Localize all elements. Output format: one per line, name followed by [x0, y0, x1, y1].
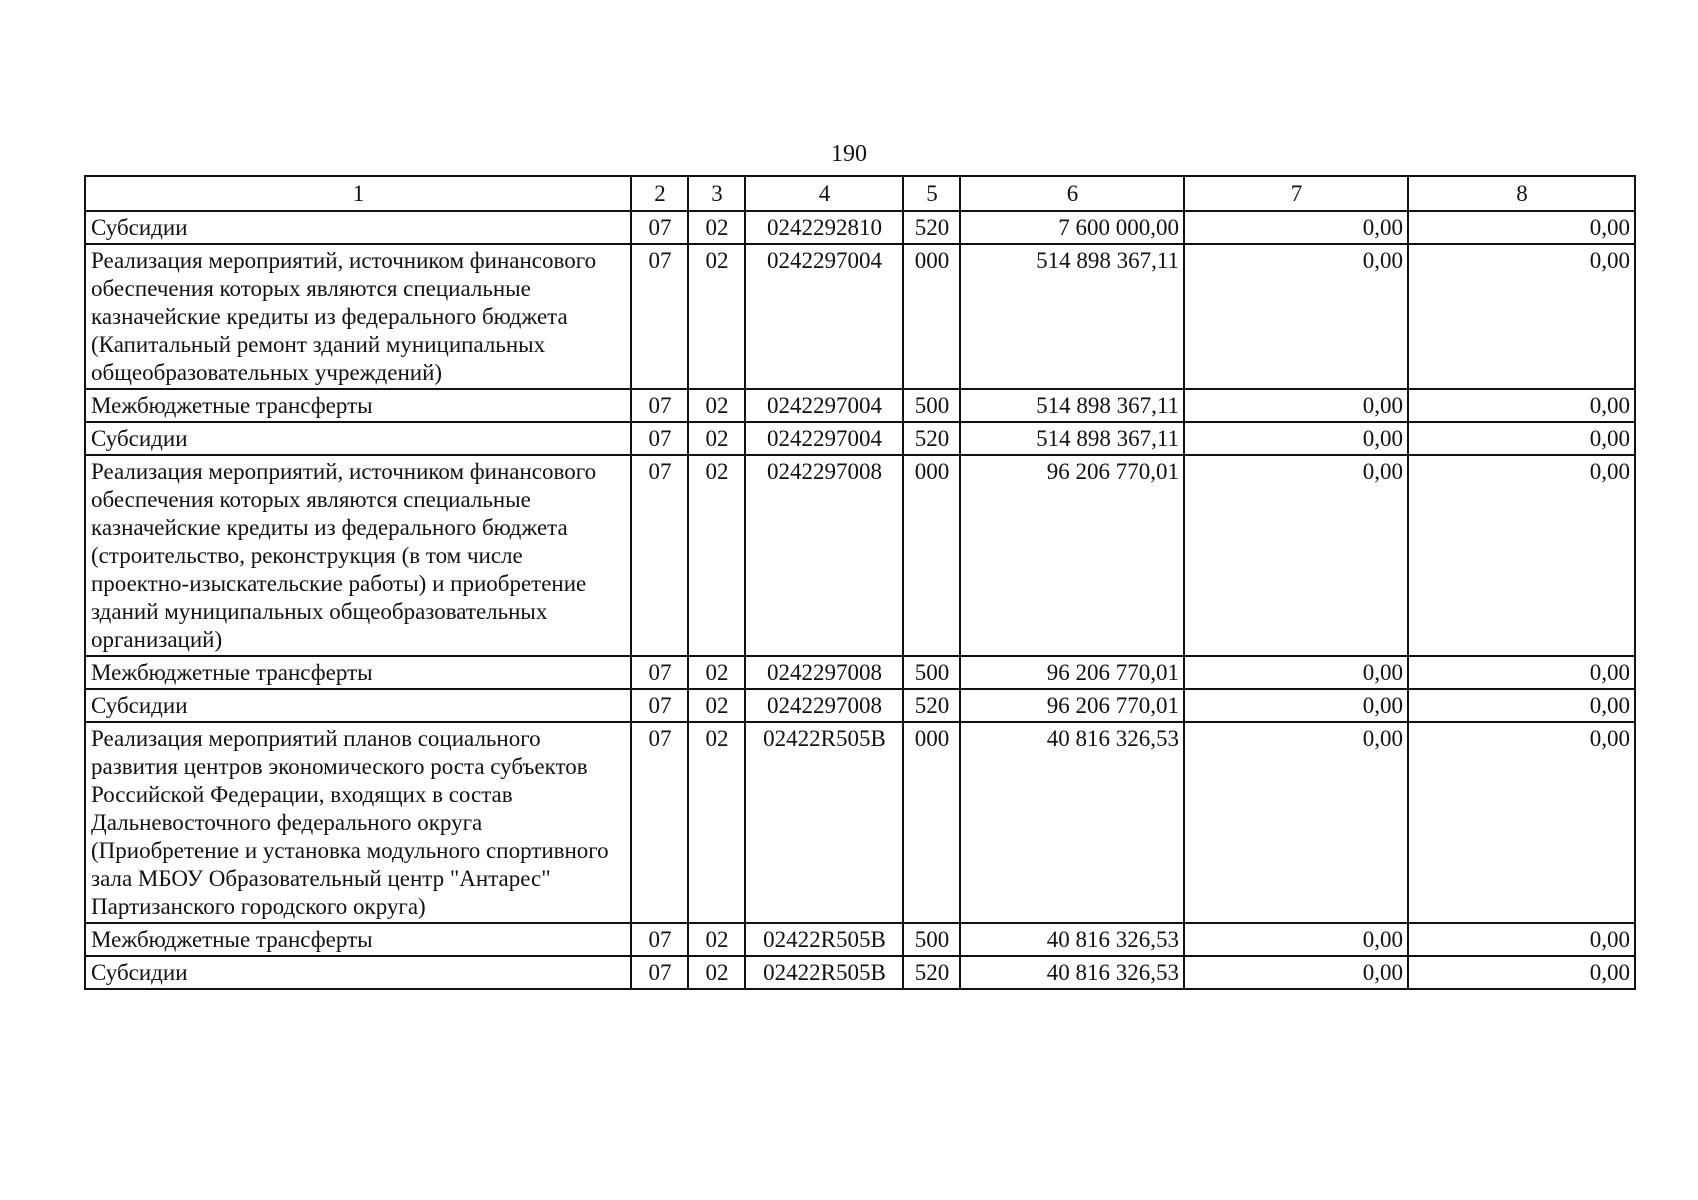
- column-header: 6: [961, 177, 1185, 212]
- header-row: [86, 177, 1636, 212]
- subsection-code: 02: [689, 924, 746, 957]
- amount-col6: 514 898 367,11: [961, 245, 1185, 390]
- table-row: [86, 390, 1636, 423]
- amount-col7: 0,00: [1185, 957, 1409, 990]
- table-row: [86, 456, 1636, 657]
- target-article-code: 02422R505B: [746, 924, 904, 957]
- amount-col8: 0,00: [1409, 924, 1636, 957]
- amount-col6: 40 816 326,53: [961, 924, 1185, 957]
- amount-col8: 0,00: [1409, 723, 1636, 924]
- amount-col8: 0,00: [1409, 957, 1636, 990]
- row-name: Межбюджетные трансферты: [86, 390, 632, 423]
- table-row: [86, 924, 1636, 957]
- amount-col8: 0,00: [1409, 423, 1636, 456]
- amount-col6: 514 898 367,11: [961, 423, 1185, 456]
- table-row: [86, 423, 1636, 456]
- amount-col7: 0,00: [1185, 690, 1409, 723]
- amount-col8: 0,00: [1409, 245, 1636, 390]
- page-number: 190: [831, 141, 867, 167]
- column-header: 8: [1409, 177, 1636, 212]
- section-code: 07: [632, 423, 689, 456]
- amount-col8: 0,00: [1409, 657, 1636, 690]
- amount-col7: 0,00: [1185, 657, 1409, 690]
- row-name: Субсидии: [86, 423, 632, 456]
- target-article-code: 02422R505B: [746, 723, 904, 924]
- section-code: 07: [632, 723, 689, 924]
- target-article-code: 0242297004: [746, 423, 904, 456]
- expense-type-code: 520: [904, 690, 961, 723]
- row-name: Субсидии: [86, 212, 632, 245]
- table-row: [86, 245, 1636, 390]
- target-article-code: 0242297004: [746, 245, 904, 390]
- subsection-code: 02: [689, 723, 746, 924]
- table-row: [86, 690, 1636, 723]
- target-article-code: 0242297008: [746, 690, 904, 723]
- subsection-code: 02: [689, 390, 746, 423]
- amount-col8: 0,00: [1409, 456, 1636, 657]
- target-article-code: 0242297008: [746, 657, 904, 690]
- amount-col7: 0,00: [1185, 212, 1409, 245]
- target-article-code: 0242297004: [746, 390, 904, 423]
- row-name: Реализация мероприятий, источником финансового обеспечения которых являются специальные казначейские кредиты из федерального бюджета (строительство, реконструкция (в том числе проектно-изыскательские работы) и приобретение зданий муниципальных общеобразовательных организаций): [86, 456, 632, 657]
- amount-col7: 0,00: [1185, 245, 1409, 390]
- amount-col7: 0,00: [1185, 723, 1409, 924]
- expense-type-code: 500: [904, 924, 961, 957]
- amount-col7: 0,00: [1185, 456, 1409, 657]
- section-code: 07: [632, 212, 689, 245]
- amount-col6: 40 816 326,53: [961, 723, 1185, 924]
- expense-type-code: 520: [904, 212, 961, 245]
- subsection-code: 02: [689, 212, 746, 245]
- expense-type-code: 000: [904, 456, 961, 657]
- subsection-code: 02: [689, 657, 746, 690]
- expense-type-code: 000: [904, 245, 961, 390]
- amount-col6: 96 206 770,01: [961, 657, 1185, 690]
- expense-type-code: 520: [904, 957, 961, 990]
- column-header: 7: [1185, 177, 1409, 212]
- amount-col7: 0,00: [1185, 924, 1409, 957]
- amount-col7: 0,00: [1185, 423, 1409, 456]
- amount-col6: 514 898 367,11: [961, 390, 1185, 423]
- row-name: Реализация мероприятий, источником финансового обеспечения которых являются специальные казначейские кредиты из федерального бюджета (Капитальный ремонт зданий муниципальных общеобразовательных учреждений): [86, 245, 632, 390]
- subsection-code: 02: [689, 423, 746, 456]
- subsection-code: 02: [689, 456, 746, 657]
- amount-col6: 40 816 326,53: [961, 957, 1185, 990]
- table-row: [86, 723, 1636, 924]
- row-name: Субсидии: [86, 690, 632, 723]
- subsection-code: 02: [689, 690, 746, 723]
- expense-type-code: 500: [904, 390, 961, 423]
- row-name: Межбюджетные трансферты: [86, 657, 632, 690]
- column-header: 2: [632, 177, 689, 212]
- table-row: [86, 957, 1636, 990]
- section-code: 07: [632, 690, 689, 723]
- amount-col8: 0,00: [1409, 212, 1636, 245]
- column-header: 4: [746, 177, 904, 212]
- table-row: [86, 657, 1636, 690]
- row-name: Субсидии: [86, 957, 632, 990]
- amount-col6: 96 206 770,01: [961, 456, 1185, 657]
- amount-col8: 0,00: [1409, 390, 1636, 423]
- column-header: 1: [86, 177, 632, 212]
- column-header: 3: [689, 177, 746, 212]
- budget-table: [84, 175, 1636, 990]
- expense-type-code: 520: [904, 423, 961, 456]
- expense-type-code: 500: [904, 657, 961, 690]
- expense-type-code: 000: [904, 723, 961, 924]
- subsection-code: 02: [689, 957, 746, 990]
- section-code: 07: [632, 957, 689, 990]
- amount-col8: 0,00: [1409, 690, 1636, 723]
- amount-col7: 0,00: [1185, 390, 1409, 423]
- row-name: Реализация мероприятий планов социального развития центров экономического роста субъектов Российской Федерации, входящих в состав Дальневосточного федерального округа (Приобретение и установка модульного спортивного зала МБОУ Образовательный центр "Антарес" Партизанского городского округа): [86, 723, 632, 924]
- row-name: Межбюджетные трансферты: [86, 924, 632, 957]
- section-code: 07: [632, 245, 689, 390]
- amount-col6: 96 206 770,01: [961, 690, 1185, 723]
- section-code: 07: [632, 390, 689, 423]
- section-code: 07: [632, 456, 689, 657]
- table-row: [86, 212, 1636, 245]
- target-article-code: 02422R505B: [746, 957, 904, 990]
- section-code: 07: [632, 924, 689, 957]
- target-article-code: 0242292810: [746, 212, 904, 245]
- column-header: 5: [904, 177, 961, 212]
- subsection-code: 02: [689, 245, 746, 390]
- section-code: 07: [632, 657, 689, 690]
- amount-col6: 7 600 000,00: [961, 212, 1185, 245]
- target-article-code: 0242297008: [746, 456, 904, 657]
